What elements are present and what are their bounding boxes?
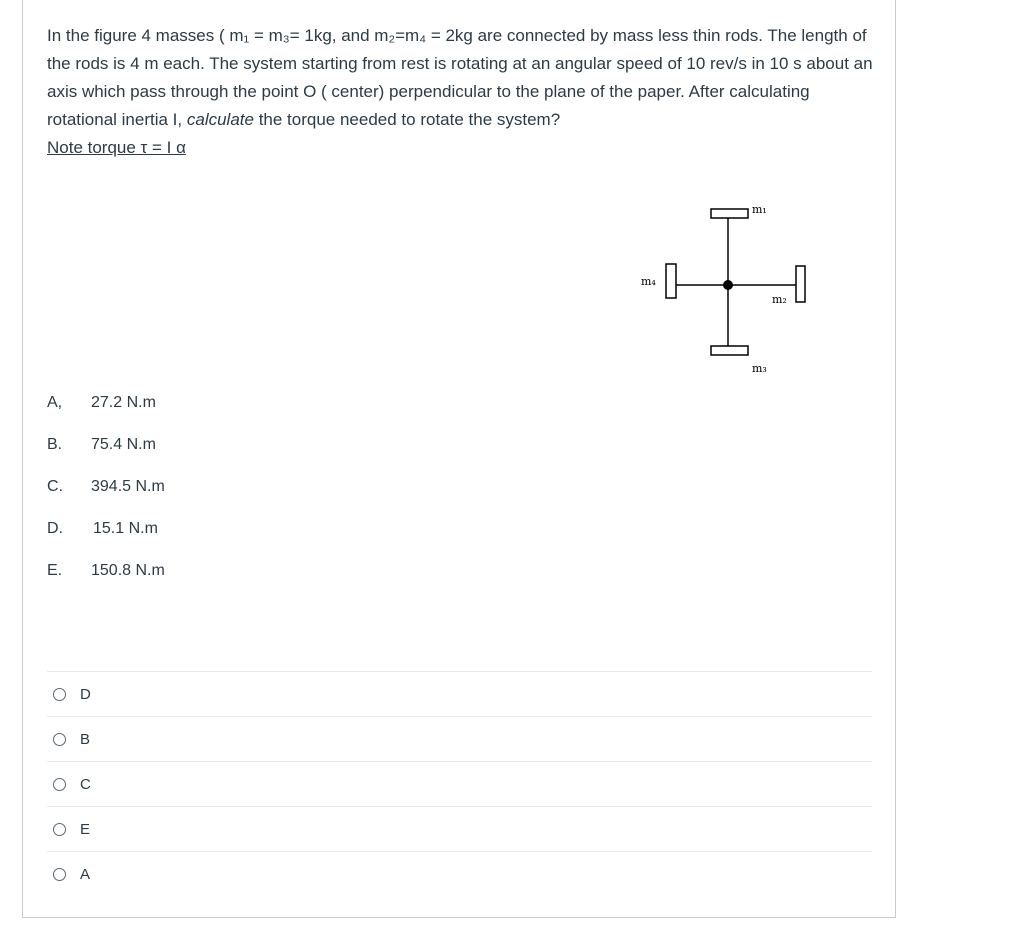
choice-text: 75.4 N.m	[91, 436, 156, 453]
question-italic: calculate	[186, 110, 254, 129]
label-m4: m₄	[641, 275, 656, 288]
choice-text: 394.5 N.m	[91, 478, 165, 495]
radio-button[interactable]	[53, 778, 66, 791]
mass-m2	[796, 266, 805, 302]
label-m1: m₁	[752, 203, 767, 216]
choice-letter: C.	[47, 478, 63, 495]
radio-button[interactable]	[53, 688, 66, 701]
question-text	[47, 22, 877, 162]
answer-option-d[interactable]	[47, 671, 872, 716]
answer-label: B	[80, 730, 91, 748]
mass-rod-figure	[636, 196, 816, 378]
answer-options	[47, 671, 872, 896]
radio-button[interactable]	[53, 733, 66, 746]
center-point-o	[723, 280, 733, 290]
choice-a	[47, 394, 156, 412]
answer-label: A	[80, 865, 91, 883]
mass-m1	[711, 209, 748, 218]
answer-option-a[interactable]	[47, 851, 872, 896]
question-tail: the torque needed to rotate the system?	[253, 110, 561, 129]
label-m2: m₂	[772, 293, 787, 306]
mass-m3	[711, 346, 748, 355]
radio-button[interactable]	[53, 823, 66, 836]
choice-text: 27.2 N.m	[91, 394, 156, 411]
choice-c	[47, 478, 165, 496]
label-m3: m₃	[752, 362, 767, 375]
choice-letter: E.	[47, 562, 63, 579]
answer-option-c[interactable]	[47, 761, 872, 806]
choice-text: 150.8 N.m	[91, 562, 165, 579]
choice-letter: B.	[47, 436, 63, 453]
question-body: In the figure 4 masses ( m₁ = m₃= 1kg, and m₂=m₄ = 2kg are connected by mass less thin rods. The length of the rods is 4 m each. The system starting from rest is rotating at an angular speed of 10 rev/s in 10 s about an axis which pass through the point O ( center) perpendicular to the plane of the paper. After calculating rotational inertia I,	[47, 26, 873, 129]
answer-option-e[interactable]	[47, 806, 872, 851]
choice-text: 15.1 N.m	[93, 520, 158, 537]
choice-letter: A,	[47, 394, 63, 411]
answer-option-b[interactable]	[47, 716, 872, 761]
answer-label: C	[80, 775, 91, 793]
torque-note: Note torque τ = I α	[47, 138, 186, 157]
choice-d	[47, 520, 158, 538]
choice-b	[47, 436, 156, 454]
choice-letter: D.	[47, 520, 63, 537]
choice-e	[47, 562, 165, 580]
radio-button[interactable]	[53, 868, 66, 881]
mass-m4	[666, 264, 676, 298]
answer-label: E	[80, 820, 91, 838]
answer-label: D	[80, 685, 91, 703]
